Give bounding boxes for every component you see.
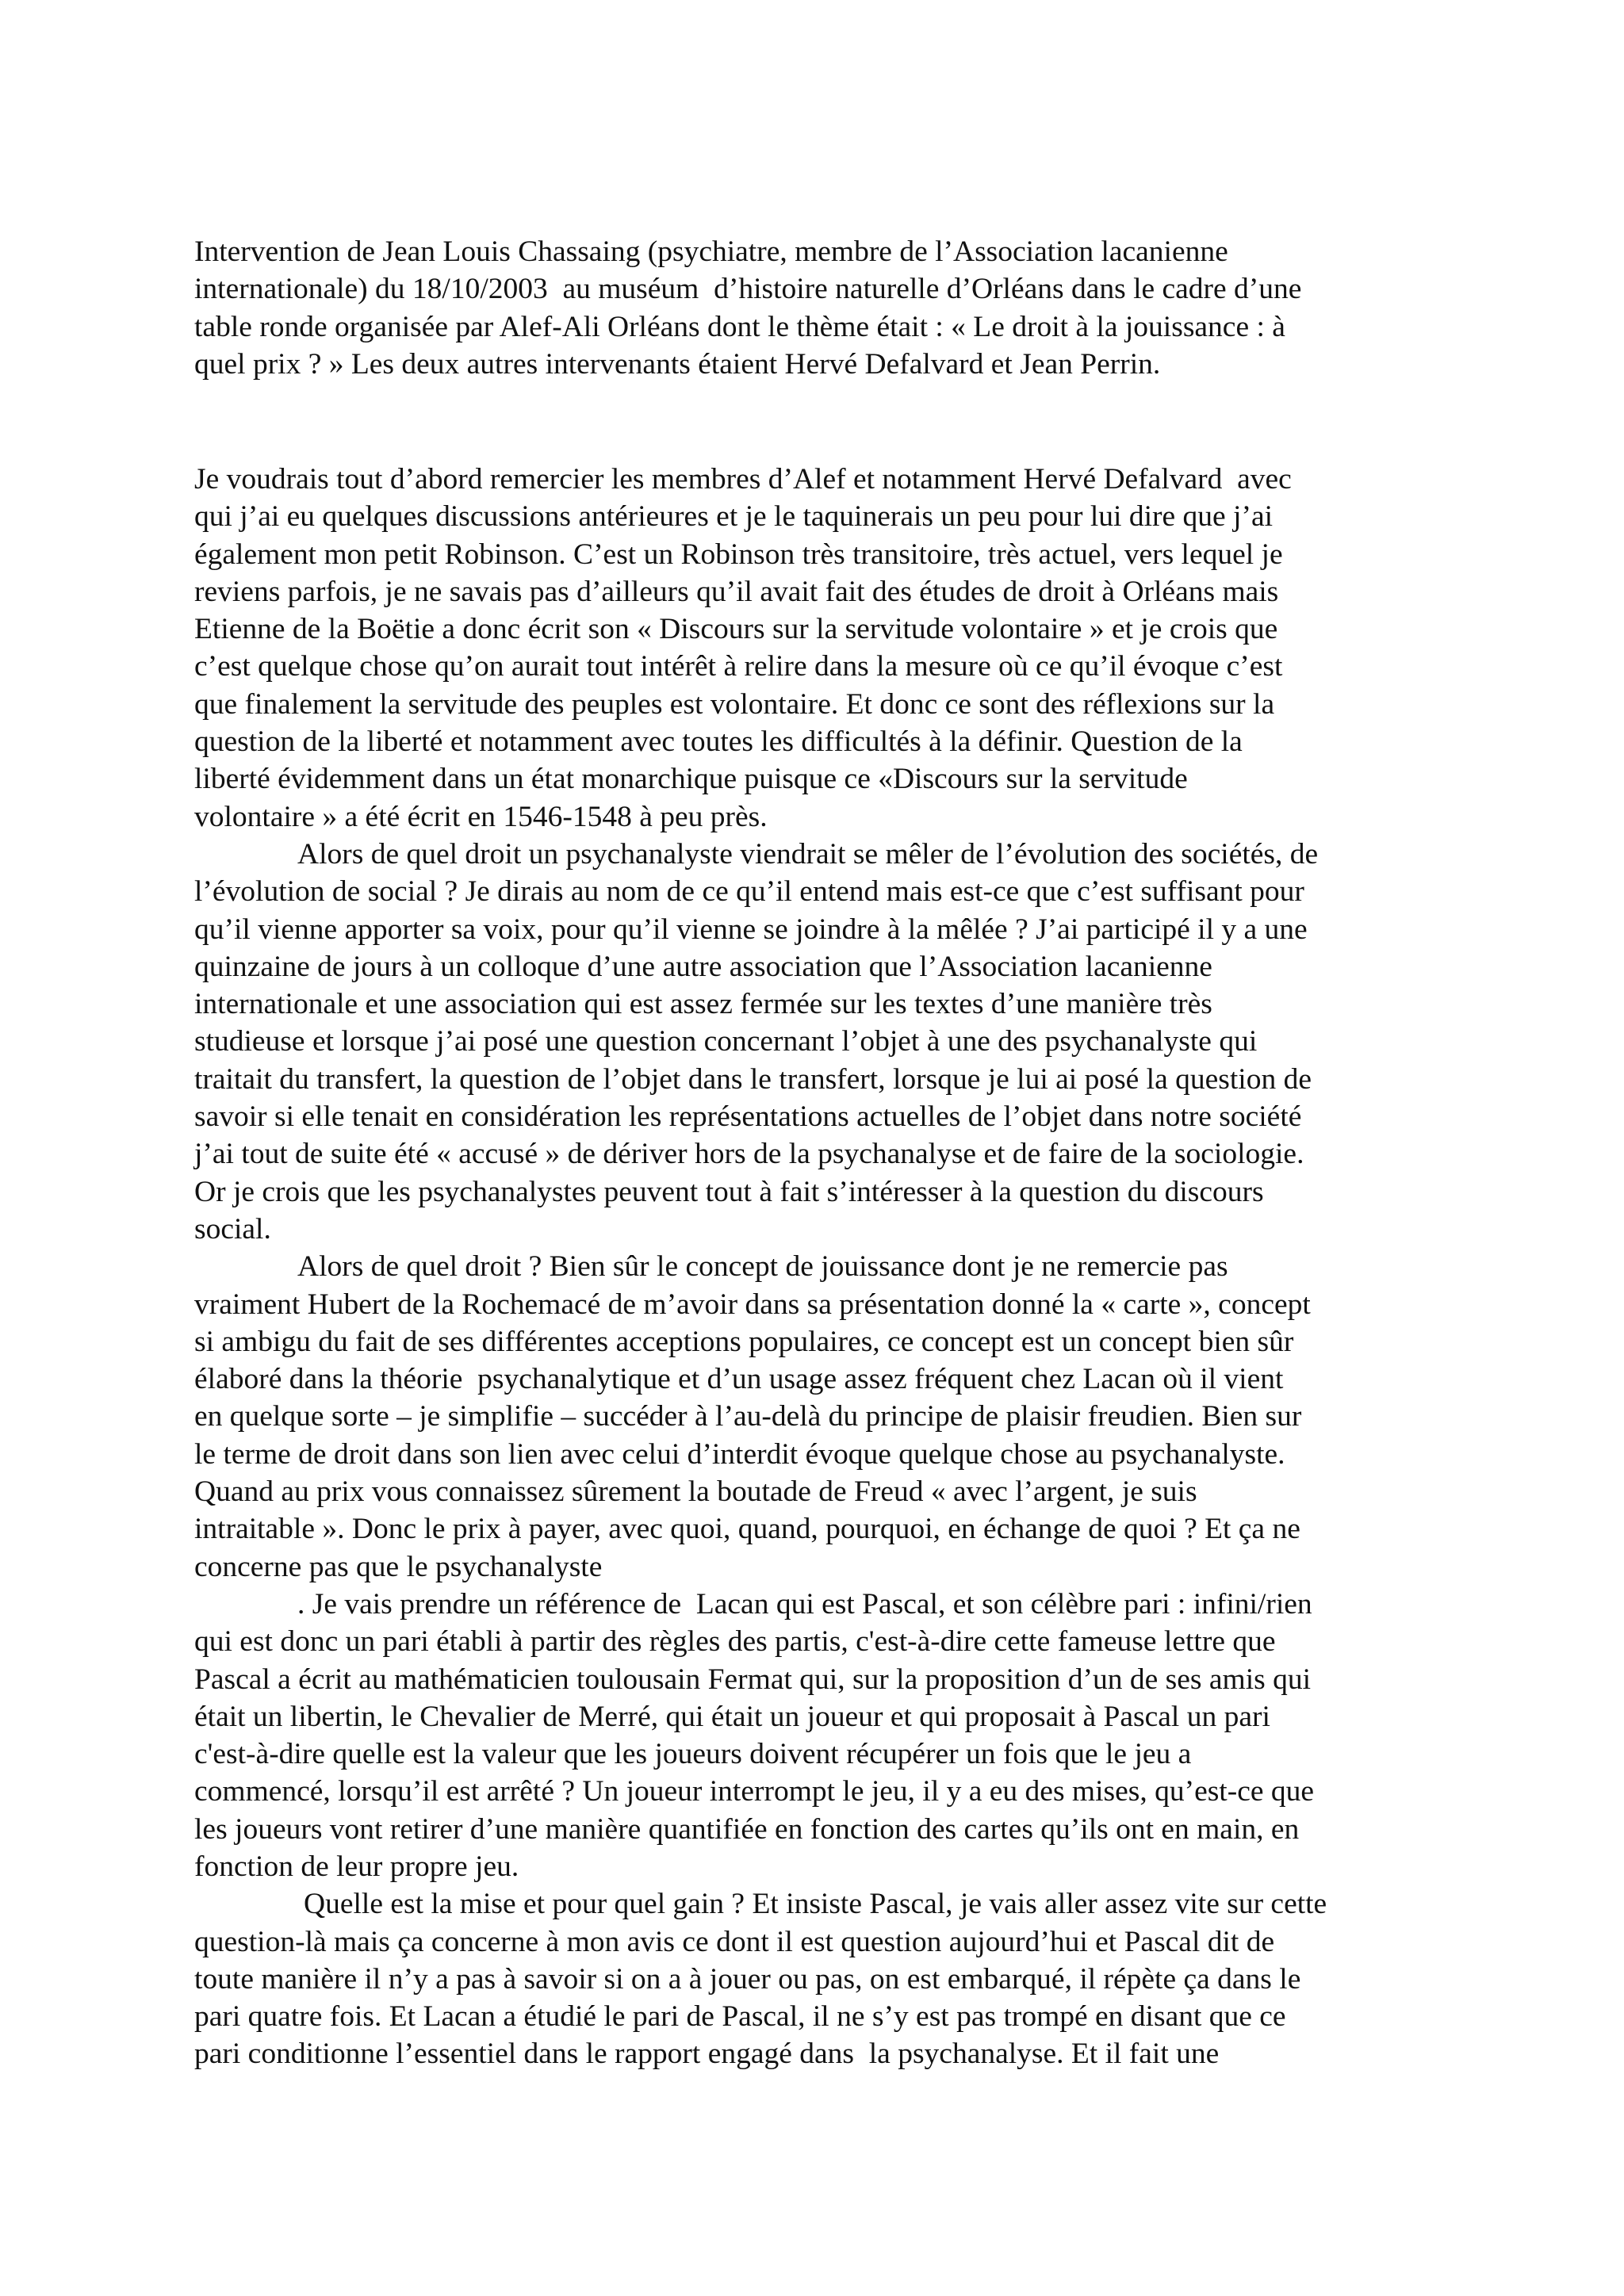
- text-line: si ambigu du fait de ses différentes acceptions populaires, ce concept est un concept bien sûr: [194, 1325, 1294, 1358]
- text-line: concerne pas que le psychanalyste: [194, 1550, 603, 1583]
- text-line: qui est donc un pari établi à partir des règles des partis, c'est-à-dire cette fameuse lettre que: [194, 1625, 1276, 1659]
- text-line: quel prix ? » Les deux autres intervenants étaient Hervé Defalvard et Jean Perrin.: [194, 347, 1161, 381]
- text-line: table ronde organisée par Alef-Ali Orléans dont le thème était : « Le droit à la jouissance : à: [194, 310, 1285, 343]
- text-line: élaboré dans la théorie psychanalytique et d’un usage assez fréquent chez Lacan où il vient: [194, 1363, 1284, 1396]
- paragraph-start-line: . Je vais prendre un référence de Lacan qui est Pascal, et son célèbre pari : infini/rien: [297, 1587, 1312, 1621]
- text-line: également mon petit Robinson. C’est un Robinson très transitoire, très actuel, vers lequel je: [194, 538, 1283, 571]
- text-line: social.: [194, 1212, 271, 1246]
- text-line: j’ai tout de suite été « accusé » de dériver hors de la psychanalyse et de faire de la sociologie.: [194, 1138, 1304, 1171]
- text-line: qui j’ai eu quelques discussions antérieures et je le taquinerais un peu pour lui dire que j’ai: [194, 500, 1274, 534]
- text-line: quinzaine de jours à un colloque d’une autre association que l’Association lacanienne: [194, 950, 1212, 983]
- text-line: que finalement la servitude des peuples est volontaire. Et donc ce sont des réflexions sur la: [194, 687, 1275, 721]
- text-line: internationale et une association qui est assez fermée sur les textes d’une manière très: [194, 988, 1212, 1021]
- text-line: reviens parfois, je ne savais pas d’ailleurs qu’il avait fait des études de droit à Orléans mais: [194, 575, 1279, 608]
- text-line: Pascal a écrit au mathématicien toulousain Fermat qui, sur la proposition d’un de ses amis qui: [194, 1663, 1312, 1696]
- text-line: question-là mais ça concerne à mon avis ce dont il est question aujourd’hui et Pascal dit de: [194, 1925, 1275, 1958]
- text-line: en quelque sorte – je simplifie – succéder à l’au-delà du principe de plaisir freudien. Bien sur: [194, 1400, 1302, 1433]
- text-line: les joueurs vont retirer d’une manière quantifiée en fonction des cartes qu’ils ont en main, en: [194, 1812, 1300, 1846]
- text-line: internationale) du 18/10/2003 au muséum d’histoire naturelle d’Orléans dans le cadre d’une: [194, 273, 1302, 306]
- text-line: était un libertin, le Chevalier de Merré, qui était un joueur et qui proposait à Pascal un pari: [194, 1700, 1270, 1733]
- text-line: question de la liberté et notamment avec toutes les difficultés à la définir. Question de la: [194, 725, 1243, 759]
- text-line: studieuse et lorsque j’ai posé une question concernant l’objet à une des psychanalyste qui: [194, 1025, 1258, 1058]
- text-line: fonction de leur propre jeu.: [194, 1850, 519, 1883]
- text-line: volontaire » a été écrit en 1546-1548 à peu près.: [194, 800, 768, 833]
- text-line: commencé, lorsqu’il est arrêté ? Un joueur interrompt le jeu, il y a eu des mises, qu’est-ce que: [194, 1775, 1315, 1808]
- text-line: vraiment Hubert de la Rochemacé de m’avoir dans sa présentation donné la « carte », concept: [194, 1288, 1311, 1321]
- text-line: pari quatre fois. Et Lacan a étudié le pari de Pascal, il ne s’y est pas trompé en disant que ce: [194, 2000, 1286, 2034]
- body-text: [194, 461, 1435, 2073]
- text-line: Or je crois que les psychanalystes peuvent tout à fait s’intéresser à la question du discours: [194, 1175, 1264, 1208]
- paragraph-start-line: Alors de quel droit un psychanalyste viendrait se mêler de l’évolution des sociétés, de: [297, 837, 1319, 871]
- paragraph-start-line: Quelle est la mise et pour quel gain ? Et insiste Pascal, je vais aller assez vite sur cette: [304, 1888, 1327, 1921]
- text-line: qu’il vienne apporter sa voix, pour qu’il vienne se joindre à la mêlée ? J’ai participé il y a une: [194, 913, 1308, 946]
- text-line: Quand au prix vous connaissez sûrement la boutade de Freud « avec l’argent, je suis: [194, 1475, 1197, 1509]
- text-line: savoir si elle tenait en considération les représentations actuelles de l’objet dans notre société: [194, 1100, 1302, 1134]
- text-line: le terme de droit dans son lien avec celui d’interdit évoque quelque chose au psychanalyste.: [194, 1437, 1285, 1471]
- text-line: l’évolution de social ? Je dirais au nom de ce qu’il entend mais est-ce que c’est suffisant pour: [194, 875, 1304, 909]
- text-line: Etienne de la Boëtie a donc écrit son « Discours sur la servitude volontaire » et je crois que: [194, 613, 1278, 646]
- text-line: Je voudrais tout d’abord remercier les membres d’Alef et notamment Hervé Defalvard avec: [194, 463, 1292, 496]
- intro-paragraph: [194, 233, 1435, 383]
- text-line: c'est-à-dire quelle est la valeur que les joueurs doivent récupérer un fois que le jeu a: [194, 1738, 1192, 1771]
- paragraph-start-line: Alors de quel droit ? Bien sûr le concept de jouissance dont je ne remercie pas: [297, 1250, 1228, 1284]
- text-line: pari conditionne l’essentiel dans le rapport engagé dans la psychanalyse. Et il fait une: [194, 2038, 1220, 2071]
- text-line: traitait du transfert, la question de l’objet dans le transfert, lorsque je lui ai posé la question de: [194, 1062, 1312, 1096]
- text-line: intraitable ». Donc le prix à payer, avec quoi, quand, pourquoi, en échange de quoi ? Et ça ne: [194, 1513, 1300, 1546]
- text-line: liberté évidemment dans un état monarchique puisque ce «Discours sur la servitude: [194, 763, 1188, 796]
- text-line: c’est quelque chose qu’on aurait tout intérêt à relire dans la mesure où ce qu’il évoque c’est: [194, 650, 1283, 683]
- text-line: Intervention de Jean Louis Chassaing (psychiatre, membre de l’Association lacanienne: [194, 235, 1228, 268]
- text-line: toute manière il n’y a pas à savoir si on a à jouer ou pas, on est embarqué, il répète ça dans le: [194, 1962, 1301, 1996]
